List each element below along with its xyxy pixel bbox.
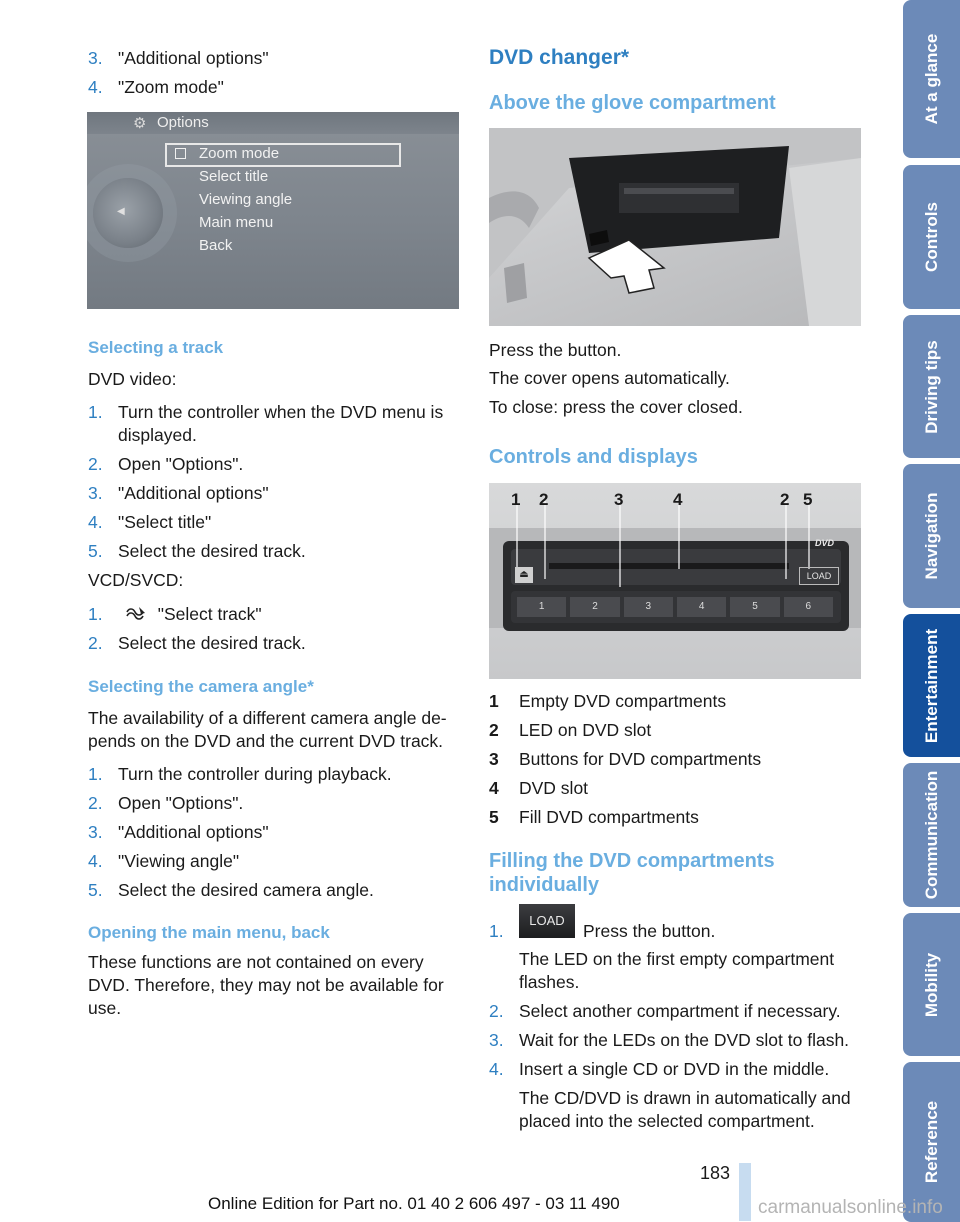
label: DVD video: (88, 369, 177, 389)
list-item: 2. Open "Options". (88, 454, 244, 474)
list-item: 4. "Zoom mode" (88, 77, 224, 97)
list-item: 3. "Additional options" (88, 483, 269, 503)
callout-label: 3 (614, 490, 624, 509)
callout-label: 2 (780, 490, 790, 509)
legend-item: 3 Buttons for DVD compartments (489, 749, 762, 769)
tab-mobility[interactable]: Mobility (903, 913, 960, 1056)
list-item: 1. (489, 921, 504, 941)
dvd-changer-panel-image (489, 483, 861, 679)
list-item: 3. "Additional options" (88, 822, 269, 842)
screen-menu-item: Zoom mode (199, 145, 280, 162)
list-item: 1. "Select track" (88, 604, 262, 624)
chapter-sidebar (900, 0, 960, 1222)
options-icon (123, 604, 149, 624)
legend-item: 1 Empty DVD compartments (489, 691, 727, 711)
tab-entertainment[interactable]: Entertainment (903, 614, 960, 757)
tab-controls[interactable]: Controls (903, 165, 960, 309)
tab-communication[interactable]: Communication (903, 763, 960, 907)
chevron-left-icon: ◀ (117, 206, 125, 217)
compartment-button: 1 (517, 597, 566, 617)
tab-at-a-glance[interactable]: At a glance (903, 0, 960, 158)
list-item-continuation: flashes. (519, 972, 580, 992)
gear-icon: ⚙ (133, 115, 147, 132)
section-heading: Opening the main menu, back (88, 923, 330, 942)
tab-driving-tips[interactable]: Driving tips (903, 315, 960, 458)
callout-label: 4 (673, 490, 683, 509)
section-heading: Filling the DVD compartments (489, 850, 775, 872)
callout-label: 5 (803, 490, 813, 509)
list-item: 5. Select the desired camera angle. (88, 880, 374, 900)
dashboard-illustration (489, 128, 861, 326)
page-marker (739, 1163, 751, 1221)
list-item: 4. "Select title" (88, 512, 212, 532)
list-item-text: Press the button. (583, 921, 716, 941)
compartment-button: 3 (624, 597, 673, 617)
idrive-screen-image (87, 112, 459, 309)
paragraph-line: DVD. Therefore, they may not be available for (88, 975, 444, 995)
screen-menu-item: Select title (199, 168, 269, 185)
list-item: 5. Select the desired track. (88, 541, 306, 561)
tab-reference[interactable]: Reference (903, 1062, 960, 1222)
legend-item: 5 Fill DVD compartments (489, 807, 699, 827)
list-item: 4. Insert a single CD or DVD in the middle. (489, 1059, 830, 1079)
list-item-continuation: The LED on the first empty compartment (519, 949, 835, 969)
paragraph-line: To close: press the cover closed. (489, 397, 743, 417)
load-button-icon: LOAD (519, 904, 575, 938)
screen-menu-item: Back (199, 237, 233, 254)
load-button: LOAD (799, 567, 839, 585)
list-item: 3. Wait for the LEDs on the DVD slot to flash. (489, 1030, 850, 1050)
glove-compartment-photo (489, 128, 861, 326)
paragraph-line: The cover opens automatically. (489, 368, 730, 388)
list-item: 2. Open "Options". (88, 793, 244, 813)
paragraph-line: pends on the DVD and the current DVD track. (88, 731, 444, 751)
dvd-logo: DVD (815, 538, 835, 548)
list-item: 3. "Additional options" (88, 48, 269, 68)
callout-label: 1 (511, 490, 521, 509)
controller-knob (93, 178, 163, 248)
section-heading: Selecting the camera angle* (88, 677, 314, 696)
list-item: 1. Turn the controller during playback. (88, 764, 392, 784)
paragraph-line: Press the button. (489, 340, 622, 360)
screen-title: Options (157, 114, 209, 131)
compartment-button: 2 (570, 597, 619, 617)
list-item: 2. Select the desired track. (88, 633, 306, 653)
compartment-button: 4 (677, 597, 726, 617)
section-heading-continuation: individually (489, 874, 600, 896)
section-heading: Selecting a track (88, 338, 224, 357)
page-number: 183 (700, 1163, 731, 1183)
compartment-button: 6 (784, 597, 833, 617)
screen-menu-item: Viewing angle (199, 191, 293, 208)
list-item: 4. "Viewing angle" (88, 851, 240, 871)
legend-item: 2 LED on DVD slot (489, 720, 652, 740)
legend-item: 4 DVD slot (489, 778, 589, 798)
checkbox-icon (175, 148, 186, 159)
paragraph-line: These functions are not contained on every (88, 952, 424, 972)
eject-icon: ⏏ (515, 567, 533, 583)
paragraph-line: The availability of a different camera angle de- (88, 708, 447, 728)
label: VCD/SVCD: (88, 570, 184, 590)
compartment-button: 5 (730, 597, 779, 617)
watermark: carmanualsonline.info (758, 1197, 943, 1218)
paragraph-line: use. (88, 998, 122, 1018)
footer-text: Online Edition for Part no. 01 40 2 606 497 - 03 11 490 (208, 1194, 620, 1213)
list-item-continuation: The CD/DVD is drawn in automatically and (519, 1088, 851, 1108)
list-item: 2. Select another compartment if necessary. (489, 1001, 841, 1021)
page-title: DVD changer* (489, 46, 630, 69)
list-item-continuation: placed into the selected compartment. (519, 1111, 815, 1131)
screen-menu-item: Main menu (199, 214, 274, 231)
tab-navigation[interactable]: Navigation (903, 464, 960, 608)
list-item: 1. Turn the controller when the DVD menu is (88, 402, 444, 422)
callout-label: 2 (539, 490, 549, 509)
list-item-continuation: displayed. (118, 425, 197, 445)
section-heading: Controls and displays (489, 446, 698, 468)
section-heading: Above the glove compartment (489, 92, 776, 114)
compartment-buttons (517, 597, 833, 617)
